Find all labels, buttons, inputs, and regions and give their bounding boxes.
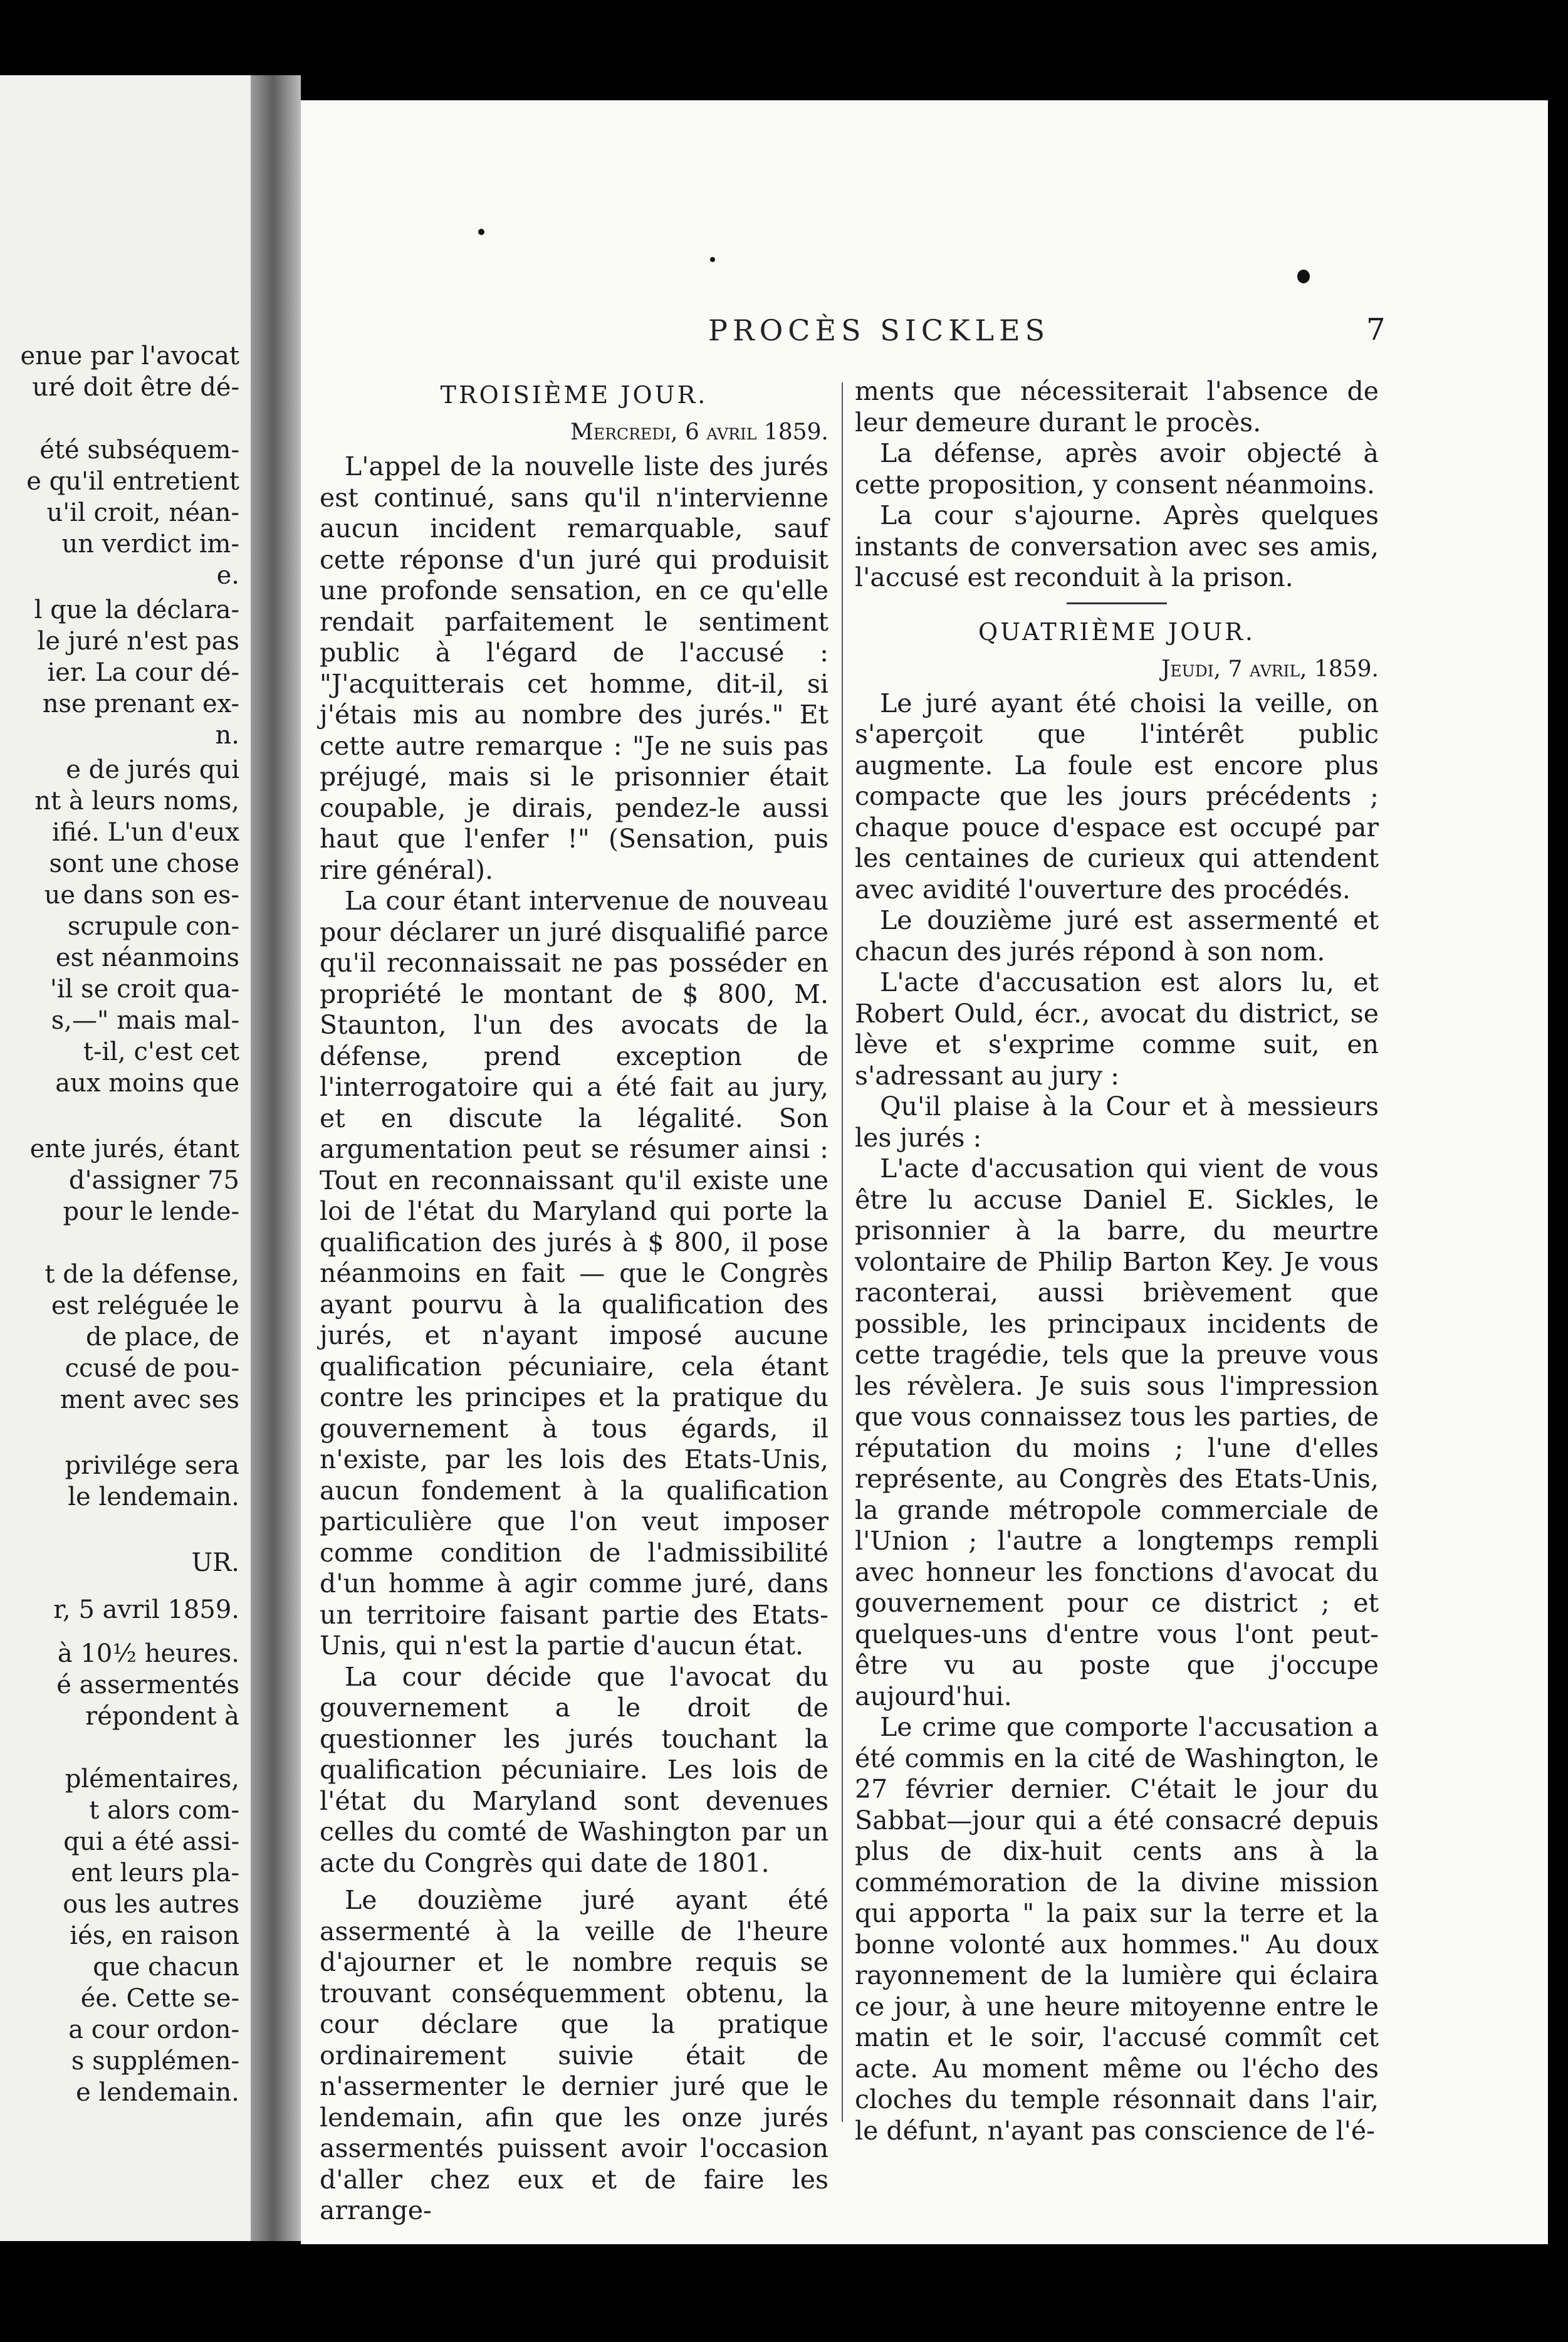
section-date: Jeudi, 7 avril, 1859.: [1161, 656, 1379, 682]
left-page-line: l que la déclara-: [34, 596, 239, 624]
speck-mark: [478, 229, 484, 235]
paragraph: L'appel de la nouvelle liste des jurés est continué, sans qu'il n'intervienne aucun incident remarquable, sauf cette réponse d'un juré qui produisit une profonde sensation, en ce qu'elle rendait parfaitement le sentiment public à l'égard de l'accusé : "J'acquitterais cet homme, dit-il, si j'étais mis au nombre des jurés." Et cette autre remarque : "Je ne suis pas préjugé, mais si le prisonnier était coupable, je dirais, pendez-le aussi haut que l'enfer !" (Sensation, puis rire général).: [320, 451, 828, 885]
left-page-line: ment avec ses: [60, 1385, 239, 1414]
left-page-line: e.: [216, 561, 239, 590]
left-page-line: nt à leurs noms,: [34, 787, 239, 816]
paragraph: Le juré ayant été choisi la veille, on s'aperçoit que l'intérêt public augmente. La foule est encore plus compacte que les jours précédents ; chaque pouce d'espace est occupé par les centaines de curieux qui attendent avec avidité l'ouverture des procédés.: [855, 688, 1379, 905]
left-page-line: ent leurs pla-: [71, 1859, 239, 1888]
paragraph: La défense, après avoir objecté à cette proposition, y consent néanmoins.: [855, 438, 1379, 500]
left-page-line: aux moins que: [55, 1069, 239, 1098]
left-page-line: nse prenant ex-: [42, 690, 239, 718]
left-page-line: é assermentés: [56, 1671, 239, 1699]
left-page-line: le juré n'est pas: [37, 627, 239, 656]
left-page-line: iés, en raison: [70, 1921, 239, 1950]
section-rule: [1067, 602, 1167, 604]
left-page-line: e de jurés qui: [66, 755, 239, 784]
left-page-line: sont une chose: [49, 849, 239, 878]
left-page-line: ente jurés, étant: [29, 1135, 239, 1163]
left-page-line: qui a été assi-: [63, 1827, 239, 1856]
paragraph: Le douzième juré est assermenté et chacun des jurés répond à son nom.: [855, 905, 1379, 967]
left-page-line: ccusé de pou-: [65, 1354, 239, 1383]
left-page-line: e lendemain.: [76, 2078, 239, 2107]
paragraph: Le crime que comporte l'accusation a été commis en la cité de Washington, le 27 février dernier. C'était le jour du Sabbat—jour qui a été consacré depuis plus de dix-huit cents ans à la commémoration de la divine mission qui apporta " la paix sur la terre et la bonne volonté aux hommes." Au doux rayonnement de la lumière qui éclaira ce jour, à une heure mitoyenne entre le matin et le soir, l'accusé commît cet acte. Au moment même ou l'écho des cloches du temple résonnait dans l'air, le défunt, n'ayant pas conscience de l'é-: [855, 1712, 1379, 2146]
page-number: 7: [1366, 312, 1386, 347]
left-page-line: pour le lende-: [63, 1197, 239, 1226]
text-column-left: [320, 376, 828, 2227]
book-gutter: [251, 75, 301, 2241]
left-page-line: est reléguée le: [51, 1291, 239, 1320]
left-page-line: t-il, c'est cet: [83, 1037, 239, 1066]
section-heading: QUATRIÈME JOUR.: [978, 617, 1255, 646]
running-head: PROCÈS SICKLES: [708, 313, 1050, 347]
text-column-right: [855, 376, 1379, 2146]
paragraph: Le douzième juré ayant été assermenté à la veille de l'heure d'ajourner et le nombre requis se trouvant conséquemment obtenu, la cour déclare que la pratique ordinairement suivie était de n'assermenter le dernier juré que le lendemain, afin que les onze jurés assermentés puissent avoir l'occasion d'aller chez eux et de faire les arrange-: [320, 1885, 828, 2225]
left-page-line: ue dans son es-: [44, 881, 239, 910]
speck-mark: [710, 257, 715, 262]
left-page-line: répondent à: [85, 1702, 239, 1731]
section-date: Mercredi, 6 avril 1859.: [570, 419, 828, 445]
left-page-line: ous les autres: [63, 1890, 239, 1919]
left-page-line: été subséquem-: [39, 436, 239, 465]
left-page-line: e qu'il entretient: [26, 467, 239, 496]
left-page-line: a cour ordon-: [68, 2015, 239, 2044]
paragraph: Qu'il plaise à la Cour et à messieurs les jurés :: [855, 1091, 1379, 1153]
left-page-line: est néanmoins: [55, 943, 239, 972]
column-divider: [842, 382, 843, 2122]
paragraph: L'acte d'accusation qui vient de vous être lu accuse Daniel E. Sickles, le prisonnier à la barre, du meurtre volontaire de Philip Barton Key. Je vous raconterai, aussi brièvement que possible, les principaux incidents de cette tragédie, tels que la preuve vous les révèlera. Je suis sous l'impression que vous connaissez tous les parties, de réputation du moins ; l'une d'elles représente, au Congrès des Etats-Unis, la grande métropole commerciale de l'Union ; l'autre a longtemps rempli avec honneur les fonctions d'avocat du gouvernement pour ce district ; et quelques-uns d'entre vous l'ont peut-être vu au poste que j'occupe aujourd'hui.: [855, 1153, 1379, 1711]
left-page-line: le lendemain.: [68, 1483, 239, 1511]
left-page-line: u'il croit, néan-: [46, 498, 239, 527]
left-page-line: t de la défense,: [44, 1260, 239, 1289]
left-page-fragment: [0, 75, 251, 2241]
left-page-line: r, 5 avril 1859.: [53, 1595, 239, 1624]
paragraph: L'acte d'accusation est alors lu, et Robert Ould, écr., avocat du district, se lève et s'exprime comme suit, en s'adressant au jury :: [855, 967, 1379, 1091]
left-page-line: ier. La cour dé-: [47, 658, 239, 687]
left-page-line: scrupule con-: [67, 912, 239, 941]
left-page-line: t alors com-: [89, 1796, 239, 1825]
section-heading: TROISIÈME JOUR.: [440, 381, 708, 409]
left-page-line: UR.: [191, 1548, 239, 1577]
left-page-line: s,—" mais mal-: [51, 1006, 239, 1035]
paragraph: ments que nécessiterait l'absence de leur demeure durant le procès.: [855, 376, 1379, 438]
left-page-line: uré doit être dé-: [32, 373, 239, 402]
left-page-line: enue par l'avocat: [20, 342, 239, 370]
left-page-line: un verdict im-: [61, 530, 239, 559]
paragraph: La cour s'ajourne. Après quelques instants de conversation avec ses amis, l'accusé est reconduit à la prison.: [855, 500, 1379, 592]
left-page-line: de place, de: [85, 1323, 239, 1352]
left-page-line: plémentaires,: [65, 1765, 239, 1793]
left-page-line: à 10½ heures.: [57, 1639, 239, 1668]
left-page-line: d'assigner 75: [68, 1166, 239, 1195]
paragraph: La cour étant intervenue de nouveau pour déclarer un juré disqualifié parce qu'il reconnaissait ne pas posséder en propriété le montant de $ 800, M. Staunton, l'un des avocats de la défense, prend exception de l'interrogatoire qui a été fait au jury, et en discute la légalité. Son argumentation peut se résumer ainsi : Tout en reconnaissant qu'il existe une loi de l'état du Maryland qui porte la qualification des jurés à $ 800, il pose néanmoins en fait — que le Congrès ayant pourvu à la qualification des jurés, et n'ayant imposé aucune qualification pécuniaire, cela étant contre les principes et la pratique du gouvernement à tous égards, il n'existe, par les lois des Etats-Unis, aucun fondement à la qualification particulière que l'on veut imposer comme condition de l'admissibilité d'un homme à agir comme juré, dans un territoire faisant partie des Etats-Unis, qui n'est la partie d'aucun état.: [320, 886, 828, 1661]
left-page-line: 'il se croit qua-: [50, 975, 239, 1004]
left-page-line: privilége sera: [65, 1451, 239, 1480]
paragraph: La cour décide que l'avocat du gouvernement a le droit de questionner les jurés touchant la qualification pécuniaire. Les lois de l'état du Maryland sont devenues celles du comté de Washington par un acte du Congrès qui date de 1801.: [320, 1661, 828, 1878]
speck-mark: [1297, 270, 1310, 283]
left-page-line: que chacun: [93, 1953, 239, 1982]
left-page-line: s supplémen-: [71, 2047, 239, 2076]
left-page-line: ée. Cette se-: [80, 1984, 239, 2013]
left-page-line: ifié. L'un d'eux: [52, 818, 239, 847]
left-page-line: n.: [215, 721, 239, 750]
